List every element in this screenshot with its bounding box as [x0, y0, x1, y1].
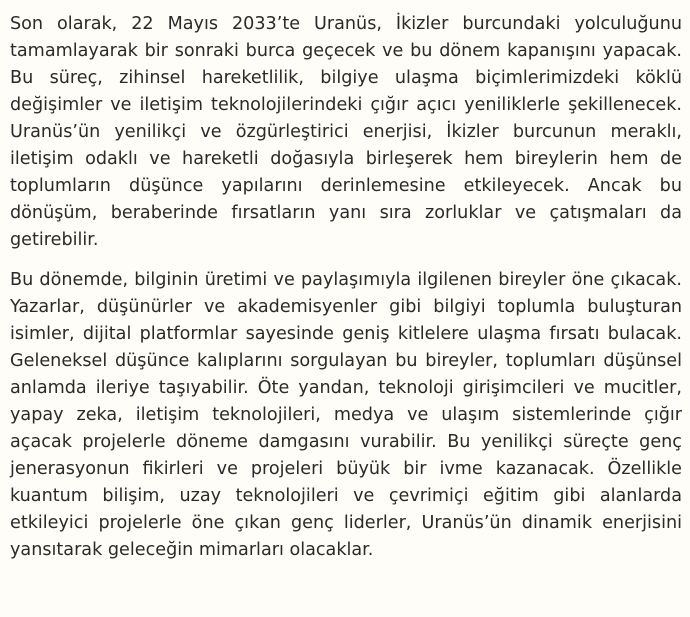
paragraph-information-era: Bu dönemde, bilginin üretimi ve paylaşımıyla ilgilenen bireyler öne çıkacak. Yazarlar, düşünürler ve akademisyenler gibi bilgiyi toplumla buluşturan isimler, dijital platformlar sayesinde geniş kitlelere ulaşma fırsatı bulacak. Geleneksel düşünce kalıplarını sorgulayan bu bireyler, toplumları düşünsel anlamda ileriye taşıyabilir. Öte yandan, teknoloji girişimcileri ve mucitler, yapay zeka, iletişim teknolojileri, medya ve ulaşım sistemlerinde çığır açacak projelerle döneme damgasını vurabilir. Bu yenilikçi süreçte genç jenerasyonun fikirleri ve projeleri büyük bir ivme kazanacak. Özellikle kuantum bilişim, uzay teknolojileri ve çevrimiçi eğitim gibi alanlarda etkileyici projelerle öne çıkan genç liderler, Uranüs’ün dinamik enerjisini yansıtarak geleceğin mimarları olacaklar. [10, 270, 682, 560]
paragraph-uranus-transit: Son olarak, 22 Mayıs 2033’te Uranüs, İkizler burcundaki yolculuğunu tamamlayarak bir sonraki burca geçecek ve bu dönem kapanışını yapacak. Bu süreç, zihinsel hareketlilik, bilgiye ulaşma biçimlerimizdeki köklü değişimler ve iletişim teknolojilerindeki çığır açıcı yeniliklerle şekillenecek. Uranüs’ün yenilikçi ve özgürleştirici enerjisi, İkizler burcunun meraklı, iletişim odaklı ve hareketli doğasıyla birleşerek hem bireylerin hem de toplumların düşünce yapılarını derinlemesine etkileyecek. Ancak bu dönüşüm, beraberinde fırsatların yanı sıra zorluklar ve çatışmaları da getirebilir. [10, 14, 682, 250]
